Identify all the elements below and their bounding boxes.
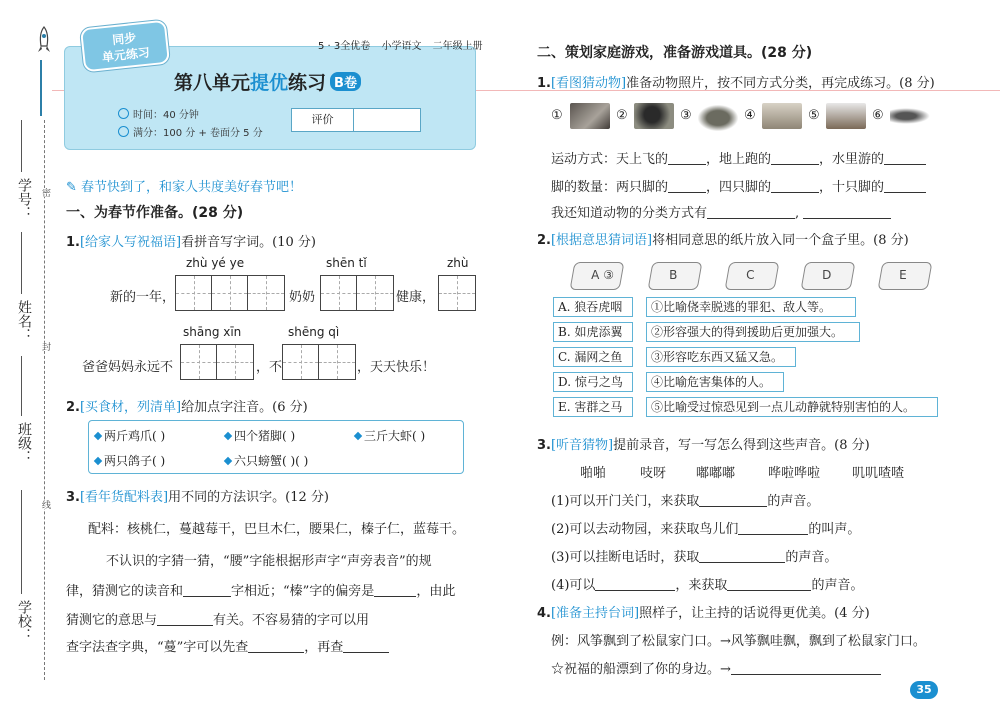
text-part: 查字法查字典，“蔓”字可以先查 bbox=[66, 640, 249, 655]
student-id-blank[interactable] bbox=[21, 120, 22, 172]
student-id-label: 学号： bbox=[16, 178, 32, 220]
school-blank[interactable] bbox=[21, 490, 22, 594]
check-icon bbox=[118, 126, 129, 137]
sort-box-a[interactable] bbox=[570, 262, 625, 290]
row1-prefix: 新的一年， bbox=[110, 290, 176, 305]
pinyin-shangxin: shāng xīn bbox=[183, 325, 242, 339]
theme-text: 春节快到了，和家人共度美好春节吧！ bbox=[81, 180, 303, 195]
text-part: 猜测它的意思与 bbox=[66, 613, 158, 628]
box-label: B bbox=[669, 268, 678, 282]
text-part: ，水里游的 bbox=[819, 152, 885, 167]
page-title bbox=[174, 68, 361, 95]
q-tag: [听音猜物] bbox=[550, 438, 614, 453]
seal-mark-xian: 线 bbox=[40, 500, 50, 509]
animal-number: ② bbox=[616, 108, 628, 123]
q-text: 照样子，让主持的话说得更优美。(4 分) bbox=[639, 606, 870, 621]
text-part: (2)可以去动物园，来获取鸟儿们 bbox=[551, 522, 739, 537]
gorilla-photo bbox=[634, 103, 674, 129]
q-tag: [给家人写祝福语] bbox=[79, 235, 182, 250]
series-name: 5 · 3全优卷 bbox=[318, 41, 371, 52]
answer-blank[interactable] bbox=[157, 612, 213, 626]
sort-box-e[interactable] bbox=[878, 262, 933, 290]
paragraph-line-3 bbox=[66, 609, 369, 628]
answer-blank[interactable] bbox=[771, 151, 819, 165]
answer-blank[interactable] bbox=[183, 583, 231, 597]
box-label: C bbox=[746, 268, 755, 282]
name-label: 姓名： bbox=[16, 300, 32, 342]
answer-blank[interactable] bbox=[803, 205, 891, 219]
text-part: 有关。不容易猜的字可以用 bbox=[213, 613, 370, 628]
feet-line bbox=[551, 176, 926, 195]
pinyin-shengqi: shēng qì bbox=[288, 325, 340, 339]
answer-blank[interactable] bbox=[668, 179, 706, 193]
answer-blank[interactable] bbox=[771, 179, 819, 193]
idiom-card[interactable]: D. 惊弓之鸟 bbox=[553, 372, 633, 392]
q-number: 1. bbox=[66, 235, 80, 250]
sound-word: 啪啪 bbox=[580, 466, 607, 481]
text-part: ，四只脚的 bbox=[706, 180, 772, 195]
wolf-photo bbox=[570, 103, 610, 129]
q-number: 3. bbox=[66, 490, 80, 505]
food-text: 三斤大虾( ) bbox=[364, 429, 426, 443]
sort-box-d[interactable] bbox=[801, 262, 856, 290]
binding-margin bbox=[0, 0, 52, 707]
page-number: 35 bbox=[910, 681, 938, 699]
box-label: A ③ bbox=[591, 268, 614, 282]
list-item[interactable] bbox=[95, 452, 165, 469]
idiom-card[interactable]: B. 如虎添翼 bbox=[553, 322, 633, 342]
sound-line-3 bbox=[551, 546, 837, 565]
example-sentence: 例：风筝飘到了松鼠家门口。→风筝飘哇飘，飘到了松鼠家门口。 bbox=[551, 634, 926, 649]
movement-line bbox=[551, 148, 926, 167]
list-item[interactable] bbox=[225, 427, 295, 444]
other-classification-line: 我还知道动物的分类方式有 , bbox=[551, 202, 891, 221]
q-tag: [根据意思猜词语] bbox=[550, 233, 653, 248]
pinyin-zhu: zhù bbox=[447, 256, 469, 270]
evaluation-box bbox=[291, 108, 421, 132]
title-highlight: 提优 bbox=[250, 72, 289, 94]
title-prefix: 第八单元 bbox=[174, 72, 251, 94]
row2-post: ，天天快乐！ bbox=[357, 360, 436, 375]
q-text: 给加点字注音。(6 分) bbox=[181, 400, 308, 415]
q-text: 看拼音写字词。(10 分) bbox=[181, 235, 316, 250]
answer-blank[interactable] bbox=[248, 639, 304, 653]
shrimp-photo bbox=[890, 108, 930, 124]
ingredients-text: 配料：核桃仁，蔓越莓干，巴旦木仁，腰果仁，榛子仁，蓝莓干。 bbox=[88, 522, 466, 537]
pinyin-zhuyeye: zhù yé ye bbox=[186, 256, 245, 270]
idiom-card[interactable]: A. 狼吞虎咽 bbox=[553, 297, 633, 317]
text-part: 的叫声。 bbox=[808, 522, 861, 537]
animal-number: ③ bbox=[680, 108, 692, 123]
q-number: 4. bbox=[537, 606, 551, 621]
deer-photo bbox=[826, 103, 866, 129]
q-number: 1. bbox=[537, 76, 551, 91]
sort-box-b[interactable] bbox=[648, 262, 703, 290]
answer-blank[interactable] bbox=[727, 577, 811, 591]
cut-line bbox=[44, 120, 45, 680]
text-part: ，由此 bbox=[416, 584, 456, 599]
writing-grid-shengqi[interactable] bbox=[282, 344, 356, 380]
text-part: (1)可以开门关门，来获取 bbox=[551, 494, 700, 509]
sound-word: 吱呀 bbox=[640, 466, 667, 481]
box-label: E bbox=[899, 268, 907, 282]
clock-icon bbox=[118, 108, 129, 119]
food-text: 两斤鸡爪( ) bbox=[104, 429, 166, 443]
version-badge: B卷 bbox=[330, 72, 361, 91]
sound-word: 嘟嘟嘟 bbox=[696, 466, 736, 481]
animal-number: ① bbox=[551, 108, 563, 123]
pinyin-shenti: shēn tǐ bbox=[326, 256, 367, 270]
q-number: 2. bbox=[66, 400, 80, 415]
answer-blank[interactable] bbox=[343, 639, 389, 653]
question-1-1 bbox=[66, 231, 316, 250]
text-part: 脚的数量：两只脚的 bbox=[551, 180, 669, 195]
idiom-card[interactable]: E. 害群之马 bbox=[553, 397, 633, 417]
text-part: ，再查 bbox=[304, 640, 344, 655]
answer-blank[interactable] bbox=[884, 179, 926, 193]
meaning-card[interactable]: ④比喻危害集体的人。 bbox=[646, 372, 784, 392]
animal-number: ④ bbox=[744, 108, 756, 123]
book-info bbox=[318, 37, 491, 52]
q-text: 提前录音，写一写怎么得到这些声音。(8 分) bbox=[613, 438, 870, 453]
animal-number: ⑤ bbox=[808, 108, 820, 123]
rocket-icon bbox=[36, 26, 52, 56]
badge-line-1: 同步 bbox=[111, 30, 137, 48]
q-text: 用不同的方法识字。(12 分) bbox=[168, 490, 329, 505]
list-item[interactable] bbox=[355, 427, 425, 444]
question-2-1 bbox=[537, 72, 935, 91]
shopping-list-box bbox=[88, 420, 464, 474]
text-part: 字相近；“榛”字的偏旁是 bbox=[231, 584, 375, 599]
grade-name: 二年级上册 bbox=[432, 41, 483, 52]
food-text: 六只螃蟹( )( ) bbox=[234, 454, 309, 468]
seal-mark-mi: 密 bbox=[40, 188, 50, 197]
text-part: ，来获取 bbox=[675, 578, 728, 593]
food-text: 两只鸽子( ) bbox=[104, 454, 166, 468]
answer-blank[interactable] bbox=[374, 583, 416, 597]
question-2-4 bbox=[537, 602, 870, 621]
list-item[interactable] bbox=[95, 427, 165, 444]
class-label: 班级： bbox=[16, 422, 32, 464]
sync-badge bbox=[80, 20, 170, 73]
full-score bbox=[118, 124, 263, 139]
food-text: 四个猪脚( ) bbox=[234, 429, 296, 443]
meaning-card[interactable]: ⑤比喻受过惊恐见到一点儿动静就特别害怕的人。 bbox=[646, 397, 938, 417]
score-text: 满分：100 分 + 卷面分 5 分 bbox=[133, 128, 263, 139]
paragraph-line-4 bbox=[66, 636, 389, 655]
question-1-2 bbox=[66, 396, 308, 415]
answer-blank[interactable] bbox=[731, 661, 881, 675]
paragraph-line-1: 不认识的字猜一猜，“腰”字能根据形声字“声旁表音”的规 bbox=[106, 554, 432, 569]
answer-blank[interactable] bbox=[699, 549, 785, 563]
badge-line-2: 单元练习 bbox=[101, 45, 151, 65]
title-suffix: 练习 bbox=[288, 72, 327, 94]
text-part: 运动方式：天上飞的 bbox=[551, 152, 669, 167]
sound-line-4 bbox=[551, 574, 863, 593]
text-part: 律，猜测它的读音和 bbox=[66, 584, 184, 599]
section-1-title: 一、为春节作准备。(28 分) bbox=[66, 205, 244, 221]
question-2-3 bbox=[537, 434, 870, 453]
q-number: 2. bbox=[537, 233, 551, 248]
list-item[interactable] bbox=[225, 452, 308, 469]
text-part: 的声音。 bbox=[785, 550, 838, 565]
meaning-card[interactable]: ③形容吃东西又猛又急。 bbox=[646, 347, 796, 367]
time-limit bbox=[118, 106, 199, 121]
text-part: ，十只脚的 bbox=[819, 180, 885, 195]
text-part: (4)可以 bbox=[551, 578, 596, 593]
q-tag: [买食材，列清单] bbox=[79, 400, 182, 415]
school-label: 学校： bbox=[16, 600, 32, 642]
answer-blank[interactable] bbox=[668, 151, 706, 165]
idiom-card[interactable]: C. 漏网之鱼 bbox=[553, 347, 633, 367]
sort-box-c[interactable] bbox=[725, 262, 780, 290]
q-text: 准备动物照片，按不同方式分类，再完成练习。(8 分) bbox=[626, 76, 935, 91]
subject-name: 小学语文 bbox=[381, 41, 422, 52]
text-part: 的声音。 bbox=[767, 494, 820, 509]
evaluation-field[interactable] bbox=[354, 109, 420, 131]
row2-mid: ，不 bbox=[256, 360, 283, 375]
rewrite-line bbox=[551, 658, 881, 677]
text-part: ☆祝福的船漂到了你的身边。→ bbox=[551, 662, 731, 677]
seal-mark-feng: 封 bbox=[40, 342, 50, 351]
question-2-2 bbox=[537, 229, 909, 248]
text-part: ，地上跑的 bbox=[706, 152, 772, 167]
text-part: 的声音。 bbox=[811, 578, 864, 593]
question-1-3 bbox=[66, 486, 329, 505]
sound-line-1 bbox=[551, 490, 819, 509]
theme-line: ✎ 春节快到了，和家人共度美好春节吧！ bbox=[66, 180, 303, 195]
meaning-card[interactable]: ①比喻侥幸脱逃的罪犯、敌人等。 bbox=[646, 297, 856, 317]
writing-grid-zhuyeye[interactable] bbox=[175, 275, 285, 311]
sound-line-2 bbox=[551, 518, 860, 537]
q-text: 将相同意思的纸片放入同一个盒子里。(8 分) bbox=[652, 233, 909, 248]
text-part: (3)可以挂断电话时，获取 bbox=[551, 550, 700, 565]
sound-word: 叽叽喳喳 bbox=[852, 466, 905, 481]
q-tag: [看年货配料表] bbox=[79, 490, 169, 505]
name-blank[interactable] bbox=[21, 232, 22, 294]
q-number: 3. bbox=[537, 438, 551, 453]
writing-grid-shenti[interactable] bbox=[320, 275, 394, 311]
binding-pin bbox=[40, 60, 42, 116]
writing-grid-shangxin[interactable] bbox=[180, 344, 254, 380]
answer-blank[interactable] bbox=[738, 521, 808, 535]
q-tag: [看图猜动物] bbox=[550, 76, 627, 91]
row1-post: 健康， bbox=[396, 290, 436, 305]
fish-photo bbox=[698, 105, 738, 131]
answer-blank[interactable] bbox=[699, 493, 767, 507]
box-label: D bbox=[822, 268, 832, 282]
sound-word: 哗啦哗啦 bbox=[768, 466, 821, 481]
paragraph-line-2 bbox=[66, 580, 455, 599]
class-blank[interactable] bbox=[21, 356, 22, 416]
section-2-title: 二、策划家庭游戏，准备游戏道具。(28 分) bbox=[537, 45, 813, 61]
text-part: 我还知道动物的分类方式有 bbox=[551, 206, 708, 221]
rabbit-photo bbox=[762, 103, 802, 129]
answer-blank[interactable] bbox=[707, 205, 795, 219]
evaluation-label: 评价 bbox=[292, 109, 354, 131]
time-text: 时间：40 分钟 bbox=[133, 110, 199, 121]
writing-grid-zhu[interactable] bbox=[438, 275, 476, 311]
meaning-card[interactable]: ②形容强大的得到援助后更加强大。 bbox=[646, 322, 860, 342]
q-tag: [准备主持台词] bbox=[550, 606, 640, 621]
animal-number: ⑥ bbox=[872, 108, 884, 123]
answer-blank[interactable] bbox=[595, 577, 675, 591]
answer-blank[interactable] bbox=[884, 151, 926, 165]
row2-prefix: 爸爸妈妈永远不 bbox=[82, 360, 174, 375]
row1-mid: 奶奶 bbox=[289, 290, 316, 305]
